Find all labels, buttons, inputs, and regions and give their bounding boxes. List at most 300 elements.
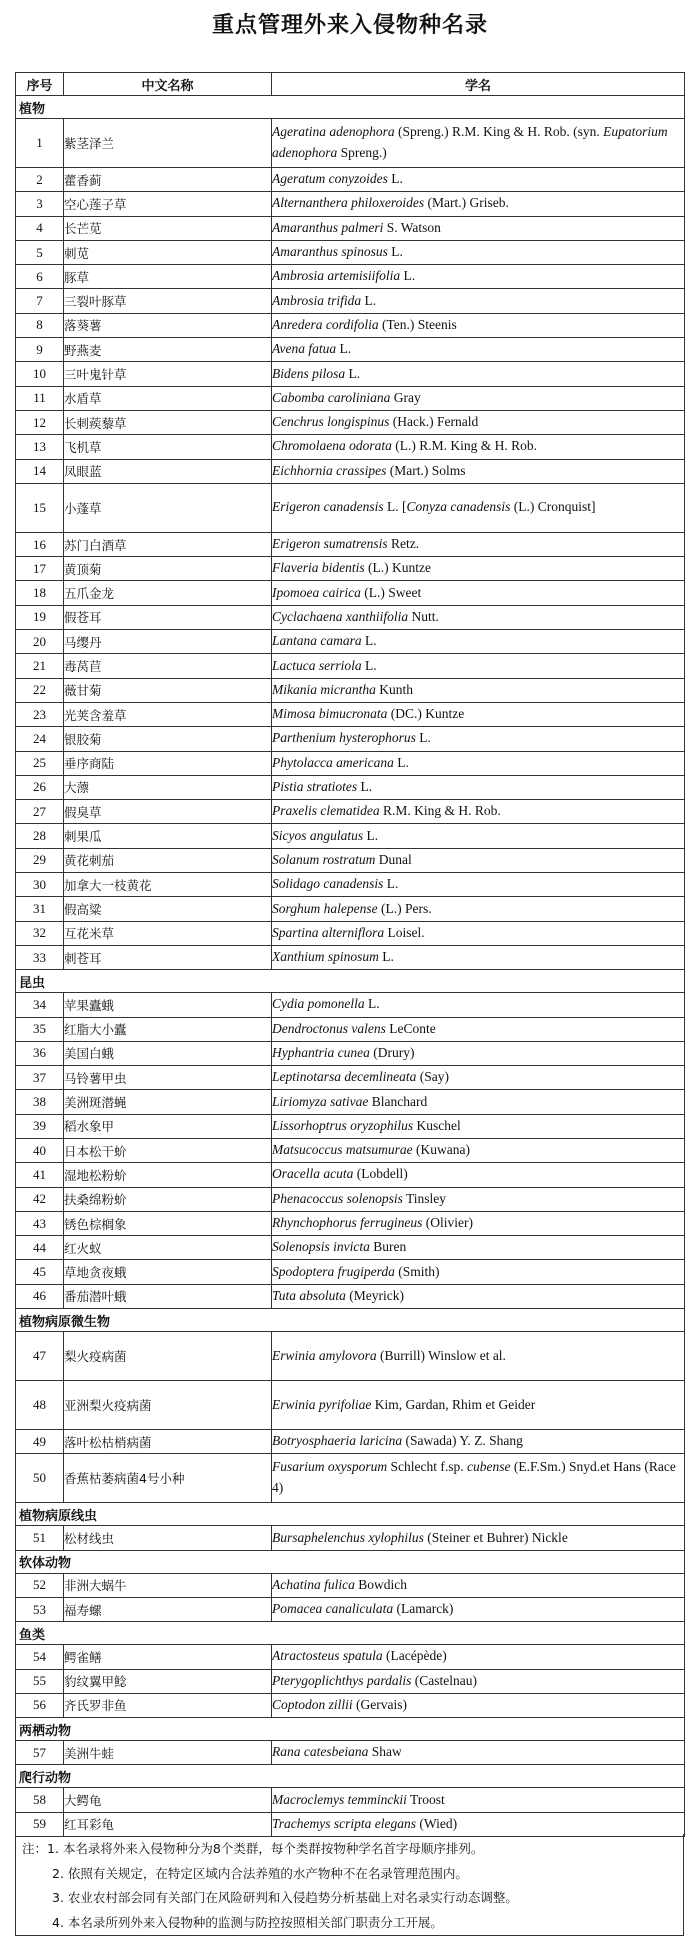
scientific-name — [272, 678, 685, 702]
chinese-name: 垂序商陆 — [64, 751, 272, 775]
category-row — [16, 1503, 685, 1526]
scientific-name-authority: (Steiner et Buhrer) Nickle — [423, 1529, 568, 1545]
row-number: 37 — [16, 1066, 64, 1090]
scientific-name — [272, 1741, 685, 1765]
scientific-name-italic: Bidens pilosa — [272, 365, 346, 381]
chinese-name: 日本松干蚧 — [64, 1138, 272, 1162]
scientific-name-italic: Rhynchophorus ferrugineus — [272, 1215, 423, 1231]
scientific-name-authority: L. — [364, 996, 380, 1012]
scientific-name-authority: L. — [357, 779, 373, 795]
scientific-name — [272, 557, 685, 581]
table-row — [16, 1693, 685, 1717]
chinese-name: 香蕉枯萎病菌4号小种 — [64, 1454, 272, 1503]
chinese-name: 毒莴苣 — [64, 654, 272, 678]
scientific-name-italic: Avena fatua — [272, 341, 337, 357]
table-row — [16, 1812, 685, 1836]
chinese-name: 松材线虫 — [64, 1526, 272, 1550]
scientific-name — [272, 751, 685, 775]
row-number: 21 — [16, 654, 64, 678]
chinese-name: 扶桑绵粉蚧 — [64, 1187, 272, 1211]
scientific-name-authority: (L.) Pers. — [377, 900, 432, 916]
scientific-name — [272, 410, 685, 434]
table-row — [16, 192, 685, 216]
scientific-name — [272, 605, 685, 629]
scientific-name-authority: Kim, Gardan, Rhim et Geider — [371, 1396, 536, 1412]
category-label: 昆虫 — [16, 970, 685, 993]
chinese-name: 苹果蠹蛾 — [64, 993, 272, 1017]
scientific-name-italic: Sorghum halepense — [272, 900, 378, 916]
table-row — [16, 1211, 685, 1235]
scientific-name — [272, 1381, 685, 1430]
chinese-name: 刺果瓜 — [64, 824, 272, 848]
scientific-name-italic: Pterygoplichthys pardalis — [272, 1672, 412, 1688]
scientific-name-italic: Solidago canadensis — [272, 876, 384, 892]
scientific-name-authority: (Mart.) Solms — [386, 462, 466, 478]
scientific-name — [272, 459, 685, 483]
scientific-name — [272, 1526, 685, 1550]
scientific-name — [272, 1114, 685, 1138]
scientific-name-authority: Schlecht f.sp. — [387, 1459, 467, 1475]
chinese-name: 薇甘菊 — [64, 678, 272, 702]
chinese-name: 红火蚁 — [64, 1236, 272, 1260]
table-row — [16, 1381, 685, 1430]
chinese-name: 亚洲梨火疫病菌 — [64, 1381, 272, 1430]
scientific-name-italic: Phenacoccus solenopsis — [272, 1190, 403, 1206]
scientific-name-italic: Anredera cordifolia — [272, 316, 379, 332]
scientific-name-italic: Oracella acuta — [272, 1166, 354, 1182]
table-row — [16, 873, 685, 897]
scientific-name-authority: (Say) — [416, 1069, 449, 1085]
chinese-name: 大薸 — [64, 775, 272, 799]
table-row — [16, 727, 685, 751]
table-row — [16, 1114, 685, 1138]
row-number: 40 — [16, 1138, 64, 1162]
chinese-name: 光荚含羞草 — [64, 702, 272, 726]
scientific-name-italic: Coptodon zillii — [272, 1697, 353, 1713]
table-row — [16, 630, 685, 654]
scientific-name — [272, 1138, 685, 1162]
scientific-name-authority: Loisel. — [384, 924, 425, 940]
chinese-name: 锈色棕榈象 — [64, 1211, 272, 1235]
scientific-name — [272, 1788, 685, 1812]
scientific-name — [272, 532, 685, 556]
chinese-name: 凤眼蓝 — [64, 459, 272, 483]
scientific-name — [272, 338, 685, 362]
scientific-name-italic: Cydia pomonella — [272, 996, 365, 1012]
row-number: 6 — [16, 265, 64, 289]
scientific-name-italic: Spartina alterniflora — [272, 924, 385, 940]
chinese-name: 小蓬草 — [64, 483, 272, 532]
row-number: 39 — [16, 1114, 64, 1138]
row-number: 20 — [16, 630, 64, 654]
table-row — [16, 435, 685, 459]
table-row — [16, 313, 685, 337]
scientific-name-authority: (Mart.) Griseb. — [424, 195, 509, 211]
row-number: 19 — [16, 605, 64, 629]
chinese-name: 刺苋 — [64, 240, 272, 264]
scientific-name-italic: Tuta absoluta — [272, 1287, 346, 1303]
scientific-name-italic: Flaveria bidentis — [272, 560, 365, 576]
scientific-name-authority: (E.F.Sm.) Snyd.et Hans (Race 4) — [272, 1459, 676, 1496]
row-number: 36 — [16, 1041, 64, 1065]
scientific-name-authority: Kuschel — [413, 1117, 461, 1133]
row-number: 13 — [16, 435, 64, 459]
row-number: 43 — [16, 1211, 64, 1235]
scientific-name — [272, 240, 685, 264]
scientific-name — [272, 1163, 685, 1187]
table-row — [16, 1138, 685, 1162]
row-number: 38 — [16, 1090, 64, 1114]
row-number: 5 — [16, 240, 64, 264]
scientific-name-italic: Pomacea canaliculata — [272, 1601, 394, 1617]
scientific-name-italic: Xanthium spinosum — [272, 949, 379, 965]
scientific-name-italic: Fusarium oxysporum — [272, 1459, 388, 1475]
row-number: 8 — [16, 313, 64, 337]
scientific-name-italic: Macroclemys temminckii — [272, 1791, 407, 1807]
chinese-name: 非洲大蜗牛 — [64, 1573, 272, 1597]
scientific-name — [272, 119, 685, 168]
scientific-name-italic: Liriomyza sativae — [272, 1093, 369, 1109]
row-number: 9 — [16, 338, 64, 362]
scientific-name-italic: Mikania micrantha — [272, 681, 376, 697]
table-row — [16, 1284, 685, 1308]
scientific-name — [272, 1090, 685, 1114]
scientific-name-authority: Buren — [369, 1239, 407, 1255]
chinese-name: 落葵薯 — [64, 313, 272, 337]
scientific-name — [272, 1669, 685, 1693]
scientific-name — [272, 386, 685, 410]
scientific-name-authority: Gray — [390, 389, 421, 405]
table-body — [16, 96, 685, 1837]
chinese-name: 空心莲子草 — [64, 192, 272, 216]
scientific-name-authority: L. — [361, 657, 377, 673]
scientific-name — [272, 483, 685, 532]
scientific-name-italic: Ambrosia trifida — [272, 292, 362, 308]
row-number: 1 — [16, 119, 64, 168]
scientific-name-italic: Rana catesbeiana — [272, 1744, 369, 1760]
scientific-name-italic: Amaranthus palmeri — [272, 219, 384, 235]
scientific-name — [272, 1812, 685, 1836]
chinese-name: 黄花刺茄 — [64, 848, 272, 872]
chinese-name: 三裂叶豚草 — [64, 289, 272, 313]
row-number: 25 — [16, 751, 64, 775]
scientific-name — [272, 945, 685, 969]
scientific-name-italic: Bursaphelenchus xylophilus — [272, 1529, 424, 1545]
scientific-name — [272, 1211, 685, 1235]
table-row — [16, 1669, 685, 1693]
scientific-name-authority: (L.) Cronquist] — [510, 499, 596, 515]
row-number: 32 — [16, 921, 64, 945]
scientific-name-authority: L. — [387, 171, 403, 187]
chinese-name: 长芒苋 — [64, 216, 272, 240]
category-row — [16, 1622, 685, 1645]
chinese-name: 假苍耳 — [64, 605, 272, 629]
chinese-name: 假高粱 — [64, 897, 272, 921]
scientific-name-italic: Chromolaena odorata — [272, 438, 392, 454]
chinese-name: 湿地松粉蚧 — [64, 1163, 272, 1187]
scientific-name-authority: L. — [400, 268, 416, 284]
row-number: 59 — [16, 1812, 64, 1836]
scientific-name-authority: (Smith) — [394, 1263, 440, 1279]
row-number: 46 — [16, 1284, 64, 1308]
chinese-name: 鳄雀鳝 — [64, 1645, 272, 1669]
scientific-name-authority: L. — [363, 827, 379, 843]
row-number: 53 — [16, 1597, 64, 1621]
scientific-name — [272, 873, 685, 897]
chinese-name: 野燕麦 — [64, 338, 272, 362]
table-row — [16, 483, 685, 532]
scientific-name-italic: Spodoptera frugiperda — [272, 1263, 395, 1279]
row-number: 30 — [16, 873, 64, 897]
scientific-name — [272, 1332, 685, 1381]
chinese-name: 齐氏罗非鱼 — [64, 1693, 272, 1717]
category-label: 软体动物 — [16, 1550, 685, 1573]
category-label: 鱼类 — [16, 1622, 685, 1645]
scientific-name-authority: Spreng.) — [337, 145, 387, 160]
scientific-name-authority: L. — [336, 341, 352, 357]
row-number: 28 — [16, 824, 64, 848]
table-row — [16, 702, 685, 726]
scientific-name — [272, 1573, 685, 1597]
scientific-name — [272, 265, 685, 289]
scientific-name-italic: Atractosteus spatula — [272, 1648, 383, 1664]
chinese-name: 加拿大一枝黄花 — [64, 873, 272, 897]
scientific-name-authority: (Sawada) Y. Z. Shang — [402, 1433, 523, 1449]
row-number: 49 — [16, 1430, 64, 1454]
scientific-name-authority: (Lacépède) — [382, 1648, 447, 1664]
row-number: 24 — [16, 727, 64, 751]
scientific-name-italic: Leptinotarsa decemlineata — [272, 1069, 417, 1085]
scientific-name — [272, 848, 685, 872]
row-number: 18 — [16, 581, 64, 605]
chinese-name: 红耳彩龟 — [64, 1812, 272, 1836]
table-row — [16, 1526, 685, 1550]
table-row — [16, 1332, 685, 1381]
scientific-name-italic: Conyza canadensis — [406, 499, 511, 515]
header-scientific-name: 学名 — [272, 73, 685, 96]
table-row — [16, 824, 685, 848]
scientific-name — [272, 1260, 685, 1284]
scientific-name-italic: Lantana camara — [272, 633, 362, 649]
scientific-name-italic: Eichhornia crassipes — [272, 462, 387, 478]
table-row — [16, 216, 685, 240]
category-label: 植物 — [16, 96, 685, 119]
scientific-name-authority: LeConte — [385, 1020, 436, 1036]
scientific-name — [272, 362, 685, 386]
chinese-name: 美洲斑潜蝇 — [64, 1090, 272, 1114]
scientific-name-italic: Erwinia amylovora — [272, 1347, 377, 1363]
row-number: 58 — [16, 1788, 64, 1812]
row-number: 27 — [16, 800, 64, 824]
category-label: 植物病原微生物 — [16, 1309, 685, 1332]
chinese-name: 银胶菊 — [64, 727, 272, 751]
row-number: 3 — [16, 192, 64, 216]
scientific-name-authority: (Gervais) — [352, 1697, 407, 1713]
chinese-name: 美国白蛾 — [64, 1041, 272, 1065]
scientific-name — [272, 897, 685, 921]
scientific-name — [272, 1187, 685, 1211]
row-number: 35 — [16, 1017, 64, 1041]
scientific-name — [272, 1597, 685, 1621]
row-number: 7 — [16, 289, 64, 313]
scientific-name-italic: Hyphantria cunea — [272, 1044, 370, 1060]
scientific-name-italic: Solenopsis invicta — [272, 1239, 370, 1255]
header-num: 序号 — [16, 73, 64, 96]
scientific-name-italic: Praxelis clematidea — [272, 803, 380, 819]
scientific-name — [272, 921, 685, 945]
table-row — [16, 1163, 685, 1187]
chinese-name: 稻水象甲 — [64, 1114, 272, 1138]
scientific-name — [272, 824, 685, 848]
row-number: 23 — [16, 702, 64, 726]
table-row — [16, 1260, 685, 1284]
table-row — [16, 1454, 685, 1503]
scientific-name-italic: Cenchrus longispinus — [272, 414, 390, 430]
row-number: 55 — [16, 1669, 64, 1693]
scientific-name-authority: (Castelnau) — [411, 1672, 477, 1688]
scientific-name — [272, 1454, 685, 1503]
row-number: 14 — [16, 459, 64, 483]
chinese-name: 马铃薯甲虫 — [64, 1066, 272, 1090]
table-row — [16, 921, 685, 945]
row-number: 44 — [16, 1236, 64, 1260]
table-row — [16, 1066, 685, 1090]
table-row — [16, 605, 685, 629]
scientific-name-italic: Ageratum conyzoides — [272, 171, 388, 187]
table-row — [16, 775, 685, 799]
table-row — [16, 265, 685, 289]
scientific-name-italic: Erigeron canadensis — [272, 499, 384, 515]
scientific-name-authority: R.M. King & H. Rob. — [379, 803, 501, 819]
scientific-name-authority: (Spreng.) R.M. King & H. Rob. (syn. — [394, 124, 604, 140]
scientific-name-italic: Ambrosia artemisiifolia — [272, 268, 401, 284]
chinese-name: 豹纹翼甲鲶 — [64, 1669, 272, 1693]
scientific-name — [272, 289, 685, 313]
row-number: 45 — [16, 1260, 64, 1284]
category-label: 爬行动物 — [16, 1765, 685, 1788]
table-row — [16, 240, 685, 264]
scientific-name-italic: Lactuca serriola — [272, 657, 362, 673]
row-number: 16 — [16, 532, 64, 556]
chinese-name: 草地贪夜蛾 — [64, 1260, 272, 1284]
table-row — [16, 800, 685, 824]
note-line: 2. 依照有关规定，在特定区域内合法养殖的水产物种不在名录管理范围内。 — [52, 1865, 468, 1881]
table-row — [16, 532, 685, 556]
scientific-name-italic: Sicyos angulatus — [272, 827, 364, 843]
chinese-name: 假臭草 — [64, 800, 272, 824]
chinese-name: 梨火疫病菌 — [64, 1332, 272, 1381]
scientific-name-italic: Eupatorium adenophora — [272, 124, 668, 160]
scientific-name — [272, 993, 685, 1017]
scientific-name-authority: (Drury) — [369, 1044, 415, 1060]
scientific-name — [272, 1693, 685, 1717]
table-row — [16, 410, 685, 434]
scientific-name-authority: (Burrill) Winslow et al. — [376, 1347, 506, 1363]
scientific-name-authority: (Hack.) Fernald — [389, 414, 479, 430]
scientific-name — [272, 1017, 685, 1041]
scientific-name — [272, 192, 685, 216]
table-row — [16, 897, 685, 921]
chinese-name: 番茄潜叶蛾 — [64, 1284, 272, 1308]
row-number: 17 — [16, 557, 64, 581]
chinese-name: 三叶鬼针草 — [64, 362, 272, 386]
scientific-name-authority: (Lamarck) — [393, 1601, 454, 1617]
chinese-name: 互花米草 — [64, 921, 272, 945]
scientific-name-authority: L. [ — [383, 499, 407, 515]
chinese-name: 福寿螺 — [64, 1597, 272, 1621]
table-row — [16, 1017, 685, 1041]
species-table — [15, 72, 685, 1837]
category-row — [16, 1550, 685, 1573]
scientific-name — [272, 1041, 685, 1065]
table-row — [16, 1187, 685, 1211]
scientific-name-authority: Blanchard — [368, 1093, 428, 1109]
chinese-name: 黄顶菊 — [64, 557, 272, 581]
scientific-name-authority: (Lobdell) — [353, 1166, 408, 1182]
row-number: 54 — [16, 1645, 64, 1669]
scientific-name-italic: Matsucoccus matsumurae — [272, 1142, 413, 1158]
scientific-name — [272, 435, 685, 459]
table-row — [16, 1597, 685, 1621]
scientific-name — [272, 581, 685, 605]
note-line: 4. 本名录所列外来入侵物种的监测与防控按照相关部门职责分工开展。 — [52, 1914, 443, 1930]
row-number: 26 — [16, 775, 64, 799]
row-number: 31 — [16, 897, 64, 921]
category-row — [16, 1309, 685, 1332]
chinese-name: 水盾草 — [64, 386, 272, 410]
table-row — [16, 654, 685, 678]
scientific-name-authority: (Ten.) Steenis — [378, 316, 457, 332]
chinese-name: 马缨丹 — [64, 630, 272, 654]
scientific-name-authority: Shaw — [368, 1744, 402, 1760]
scientific-name-authority: L. — [387, 244, 403, 260]
scientific-name-authority: Troost — [406, 1791, 445, 1807]
scientific-name — [272, 168, 685, 192]
scientific-name — [272, 654, 685, 678]
row-number: 57 — [16, 1741, 64, 1765]
scientific-name — [272, 1284, 685, 1308]
row-number: 48 — [16, 1381, 64, 1430]
table-row — [16, 168, 685, 192]
scientific-name-authority: S. Watson — [383, 219, 441, 235]
table-row — [16, 119, 685, 168]
table-row — [16, 1430, 685, 1454]
row-number: 29 — [16, 848, 64, 872]
row-number: 50 — [16, 1454, 64, 1503]
scientific-name-italic: Cabomba caroliniana — [272, 389, 391, 405]
scientific-name-authority: L. — [383, 876, 399, 892]
scientific-name — [272, 800, 685, 824]
scientific-name-italic: cubense — [467, 1459, 511, 1475]
scientific-name-italic: Solanum rostratum — [272, 851, 376, 867]
scientific-name-italic: Mimosa bimucronata — [272, 706, 388, 722]
scientific-name-italic: Cyclachaena xanthiifolia — [272, 608, 409, 624]
scientific-name — [272, 1236, 685, 1260]
category-row — [16, 1718, 685, 1741]
chinese-name: 五爪金龙 — [64, 581, 272, 605]
row-number: 34 — [16, 993, 64, 1017]
category-label: 植物病原线虫 — [16, 1503, 685, 1526]
scientific-name-authority: (L.) Sweet — [360, 584, 422, 600]
table-row — [16, 581, 685, 605]
scientific-name-italic: Phytolacca americana — [272, 754, 394, 770]
scientific-name-authority: L. — [415, 730, 431, 746]
scientific-name-authority: Tinsley — [402, 1190, 447, 1206]
table-row — [16, 945, 685, 969]
scientific-name-italic: Amaranthus spinosus — [272, 244, 388, 260]
chinese-name: 飞机草 — [64, 435, 272, 459]
scientific-name-italic: Ipomoea cairica — [272, 584, 361, 600]
